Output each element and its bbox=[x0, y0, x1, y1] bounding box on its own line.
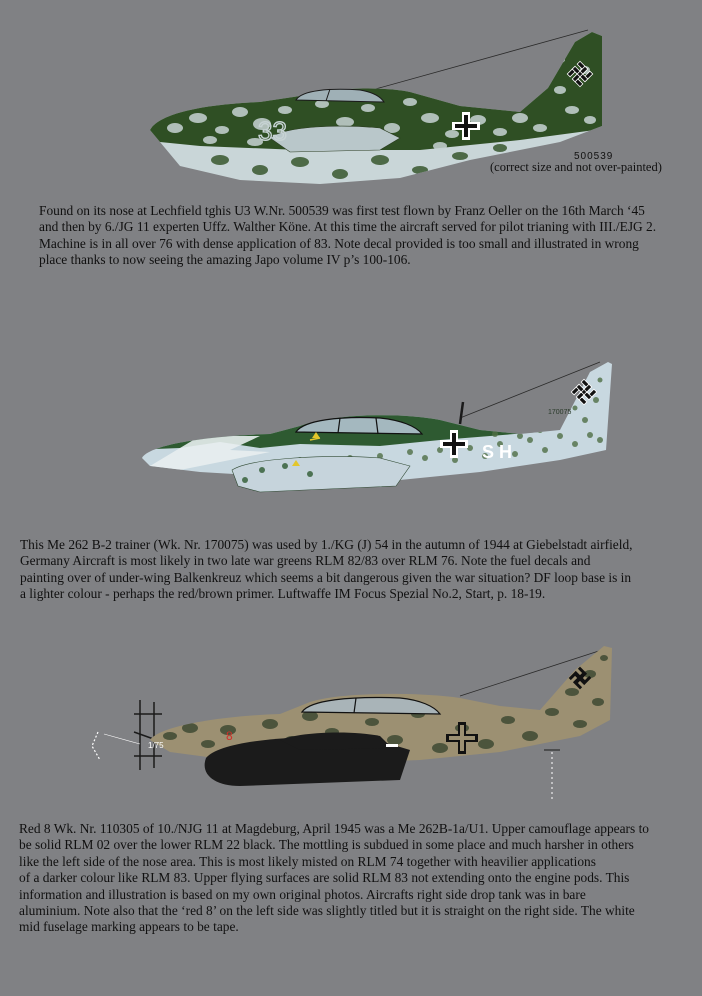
caption-line: Machine is in all over 76 with dense application of 83. Note decal provided is too small and illustrated in wrong bbox=[39, 235, 639, 251]
tape-marking bbox=[386, 744, 398, 747]
fuselage-code: S H bbox=[482, 442, 513, 462]
caption-line: of a darker colour like RLM 83. Upper flying surfaces are solid RLM 83 not extending onto the engine pods. This bbox=[19, 870, 630, 886]
caption-110305 bbox=[19, 821, 649, 936]
caption-500539 bbox=[39, 203, 656, 269]
profile-170075 bbox=[0, 340, 702, 610]
caption-line: Germany Aircraft is most likely in two late war greens RLM 82/83 over RLM 76. Note the fuel decals and bbox=[20, 553, 591, 569]
caption-line: Found on its nose at Lechfield tghis U3 W.Nr. 500539 was first test flown by Franz Oeller on the 16th March ‘45 bbox=[39, 203, 645, 218]
tail-number: 170075 bbox=[548, 409, 572, 416]
fuselage-code: 33 bbox=[258, 116, 287, 146]
marking-note: (correct size and not over-painted) bbox=[490, 160, 662, 174]
aircraft-profile-110305 bbox=[0, 640, 702, 820]
nose-marking: 1/75 bbox=[148, 741, 164, 750]
werknummer-marking: 500539 bbox=[574, 151, 614, 162]
engine-pod bbox=[232, 457, 410, 493]
antenna-mast bbox=[460, 402, 463, 424]
caption-line: and then by 6./JG 11 experten Uffz. Walther Köne. At this time the aircraft served for pilot trianing with III./EJG 2. bbox=[39, 219, 657, 235]
dipole-arc bbox=[92, 732, 100, 760]
caption-line: information and illustration is based on my own original photos. Aircrafts right side drop tank was in bare bbox=[19, 886, 586, 902]
caption-line: Red 8 Wk. Nr. 110305 of 10./NJG 11 at Magdeburg, April 1945 was a Me 262B-1a/U1. Upper camouflage appears to bbox=[19, 821, 649, 836]
caption-line: painting over of under-wing Balkenkreuz which seems a bit dangerous given the war situation? DF loop base is in bbox=[20, 569, 632, 585]
upper-camouflage bbox=[130, 350, 540, 450]
aircraft-profile-500539 bbox=[0, 0, 702, 200]
caption-line: This Me 262 B-2 trainer (Wk. Nr. 170075) was used by 1./KG (J) 54 in the autumn of 1944 at Giebelstadt airfield, bbox=[20, 537, 633, 552]
caption-line: aluminium. Note also that the ‘red 8’ on the left side was slightly titled but it is straight on the right side. The white bbox=[19, 903, 635, 919]
profile-110305 bbox=[0, 640, 702, 996]
caption-line: be solid RLM 02 over the lower RLM 22 black. The mottling is subdued in some place and much harsher in others bbox=[19, 837, 634, 853]
fuselage-code: 8 bbox=[226, 729, 233, 743]
caption-line: like the left side of the nose area. This is most likely misted on RLM 74 together with heavilier applications bbox=[19, 853, 596, 869]
caption-line: mid fuselage marking appears to be tape. bbox=[19, 919, 239, 935]
caption-line: place thanks to now seeing the amazing Japo volume IV p’s 100-106. bbox=[39, 252, 411, 268]
caption-170075 bbox=[20, 537, 633, 603]
caption-line: a lighter colour - perhaps the red/brown primer. Luftwaffe IM Focus Spezial No.2, Start, p. 18-19. bbox=[20, 586, 546, 602]
profile-500539 bbox=[0, 0, 702, 290]
aircraft-profile-170075 bbox=[0, 340, 702, 520]
